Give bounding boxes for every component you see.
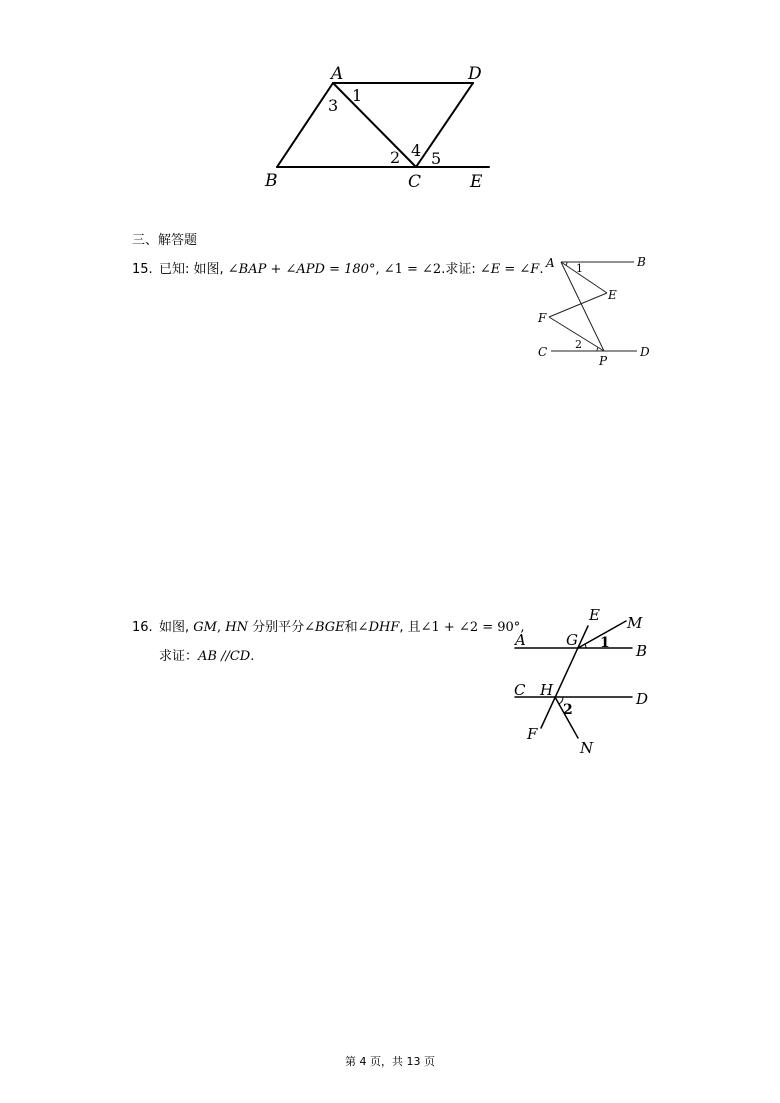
label-c: C: [538, 345, 548, 359]
label-c: C: [408, 172, 422, 192]
label-e: E: [470, 172, 483, 192]
problem-15-text: .: [539, 262, 544, 277]
problem-15-math-angle-sum: ∠BAP + ∠APD = 180°: [227, 262, 376, 277]
problem-16-text: , 且: [399, 620, 421, 635]
label-e: E: [608, 288, 617, 302]
label-angle-2: 2: [575, 338, 582, 351]
label-m: M: [627, 614, 643, 632]
label-angle-2: 2: [390, 148, 401, 167]
label-b: B: [636, 642, 648, 660]
problem-16-number: 16.: [132, 620, 153, 635]
label-a: A: [515, 631, 526, 649]
label-angle-5: 5: [431, 149, 442, 168]
label-n: N: [580, 739, 594, 757]
figure-parallelogram: [260, 60, 500, 195]
label-b: B: [637, 255, 646, 269]
label-f: F: [538, 311, 547, 325]
problem-16-text: ,: [216, 620, 226, 635]
angle-1-arc: [566, 262, 567, 265]
label-d: D: [640, 345, 650, 359]
label-g: G: [566, 631, 578, 649]
label-angle-1: 1: [576, 262, 583, 275]
label-d: D: [468, 64, 482, 84]
label-f: F: [527, 725, 538, 743]
segment-dc: [416, 83, 473, 167]
problem-16-math-angle-bge: ∠BGE: [304, 620, 345, 635]
problem-15-text: .求证:: [441, 262, 480, 277]
problem-16-text: ,: [520, 620, 525, 635]
label-angle-3: 3: [328, 96, 339, 115]
problem-16-text: 如图,: [159, 620, 194, 635]
problem-16-math-angle-sum: ∠1 + ∠2 = 90°: [420, 620, 521, 635]
problem-16-text: 和: [344, 620, 358, 635]
label-angle-1: 1: [600, 635, 610, 651]
label-angle-2: 2: [563, 702, 573, 718]
label-c: C: [514, 681, 526, 699]
page-footer: 第 4 页，共 13 页: [345, 1055, 435, 1068]
segment-ab: [277, 83, 333, 167]
label-h: H: [540, 681, 554, 699]
problem-16-text: 分别平分: [247, 620, 305, 635]
problem-15-text: ,: [375, 262, 384, 277]
problem-16-text: .: [250, 649, 255, 664]
segment-ac: [333, 83, 416, 167]
figure-problem-15: [535, 250, 660, 370]
problem-16-math-gm: GM: [193, 620, 217, 635]
problem-16-math-angle-dhf: ∠DHF: [357, 620, 400, 635]
problem-16-text: 求证：: [159, 649, 199, 664]
problem-16-statement-line-1: [159, 620, 524, 636]
problem-16-statement-line-2: [159, 649, 254, 665]
angle-2-arc: [597, 347, 598, 351]
problem-16-math-hn: HN: [225, 620, 248, 635]
label-p: P: [599, 354, 608, 368]
label-angle-4: 4: [411, 141, 422, 160]
problem-15-text: 已知: 如图,: [159, 262, 228, 277]
problem-16-math-parallel: AB //CD: [198, 649, 251, 664]
problem-15-number: 15.: [132, 262, 153, 277]
label-a: A: [331, 64, 344, 84]
label-d: D: [636, 690, 649, 708]
label-b: B: [265, 171, 278, 191]
figure-problem-16: [508, 600, 658, 760]
problem-15-math-angle-equal: ∠1 = ∠2: [383, 262, 442, 277]
problem-15-statement: [159, 262, 543, 278]
segment-ae: [561, 262, 607, 293]
problem-15-math-to-prove: ∠E = ∠F: [479, 262, 540, 277]
label-angle-1: 1: [352, 86, 363, 105]
label-a: A: [546, 256, 555, 270]
label-e: E: [589, 606, 600, 624]
section-heading: 三、解答题: [132, 233, 198, 248]
